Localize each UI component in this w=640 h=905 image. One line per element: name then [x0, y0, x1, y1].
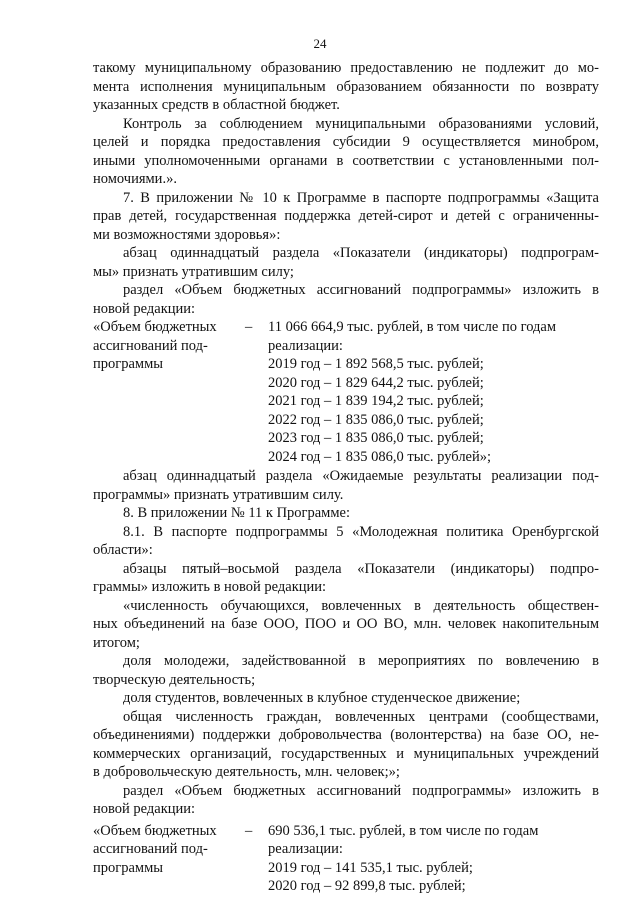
table-right-cell: 2024 год – 1 835 086,0 тыс. рублей»; [268, 448, 492, 465]
paragraph-line: 7. В приложении № 10 к Программе в паспорте подпрограммы «Защита [123, 189, 599, 206]
table-right-cell: 690 536,1 тыс. рублей, в том числе по годам [268, 822, 539, 839]
paragraph-line: граммы» изложить в новой редакции: [93, 579, 327, 596]
paragraph-line: целей и порядка предоставления субсидии 9 осуществляется минобром, [93, 134, 599, 150]
paragraph-line: в добровольческую деятельность, млн. человек;»; [93, 764, 400, 781]
paragraph-line: новой редакции: [93, 801, 196, 818]
paragraph-line: иными уполномоченными органами в соответствии с установленными пол- [93, 152, 599, 169]
paragraph-line: ми возможностями здоровья»: [93, 226, 281, 243]
paragraph-line: ных объединений на базе ООО, ПОО и ОО ВО, млн. человек накопительным [93, 616, 599, 633]
table-right-cell: 2019 год – 1 892 568,5 тыс. рублей; [268, 356, 484, 373]
table-left-cell: программы [93, 356, 163, 373]
page-number: 24 [313, 36, 327, 51]
paragraph-line: абзац одиннадцатый раздела «Ожидаемые результаты реализации под- [123, 468, 599, 485]
paragraph-line: такому муниципальному образованию предоставлению не подлежит до мо- [93, 60, 599, 76]
paragraph-line: раздел «Объем бюджетных ассигнований подпрограммы» изложить в [123, 282, 599, 299]
paragraph-line: мы» признать утратившим силу; [93, 263, 294, 280]
paragraph-line: 8. В приложении № 11 к Программе: [123, 505, 350, 522]
paragraph-line: Контроль за соблюдением муниципальными образованиями условий, [123, 115, 599, 132]
paragraph-line: прав детей, государственная поддержка детей-сирот и детей с ограниченны- [93, 208, 599, 225]
paragraph-line: программы» признать утратившим силу. [93, 486, 344, 503]
paragraph-line: абзацы пятый–восьмой раздела «Показатели (индикаторы) подпро- [123, 560, 599, 577]
table-dash: – [245, 319, 253, 336]
table-right-cell: 2022 год – 1 835 086,0 тыс. рублей; [268, 411, 484, 428]
paragraph-line: мента исполнения муниципальным образованием обязанности по возврату [93, 78, 599, 95]
paragraph-line: 8.1. В паспорте подпрограммы 5 «Молодежная политика Оренбургской [123, 523, 599, 540]
table-right-cell: реализации: [268, 337, 343, 354]
paragraph-line: итогом; [93, 634, 140, 651]
table-left-cell: программы [93, 859, 163, 876]
paragraph-line: указанных средств в областной бюджет. [93, 97, 340, 113]
table-left-cell: «Объем бюджетных [93, 319, 217, 336]
table-dash: – [245, 822, 253, 839]
table-left-cell: ассигнований под- [93, 337, 208, 354]
table-left-cell: «Объем бюджетных [93, 822, 217, 839]
paragraph-line: коммерческих организаций, государственных и муниципальных учреждений [93, 745, 599, 762]
table-right-cell: 2020 год – 1 829 644,2 тыс. рублей; [268, 374, 484, 391]
table-left-cell: ассигнований под- [93, 841, 208, 857]
paragraph-line: номочиями.». [93, 171, 177, 187]
table-right-cell: 2020 год – 92 899,8 тыс. рублей; [268, 878, 466, 894]
table-right-cell: реализации: [268, 841, 343, 857]
paragraph-line: общая численность граждан, вовлеченных центрами (сообществами, [123, 708, 599, 725]
paragraph-line: «численность обучающихся, вовлеченных в деятельность обществен- [123, 597, 599, 614]
paragraph-line: новой редакции: [93, 300, 196, 317]
table-right-cell: 2019 год – 141 535,1 тыс. рублей; [268, 859, 473, 876]
paragraph-line: доля молодежи, задействованной в мероприятиях по вовлечению в [123, 653, 599, 670]
table-right-cell: 11 066 664,9 тыс. рублей, в том числе по годам [268, 319, 557, 336]
paragraph-line: абзац одиннадцатый раздела «Показатели (индикаторы) подпрограм- [123, 245, 599, 262]
table-right-cell: 2023 год – 1 835 086,0 тыс. рублей; [268, 430, 484, 447]
paragraph-line: области»: [93, 542, 153, 559]
table-right-cell: 2021 год – 1 839 194,2 тыс. рублей; [268, 393, 484, 410]
paragraph-line: творческую деятельность; [93, 671, 256, 688]
paragraph-line: объединениями) поддержки добровольчества (волонтерства) на базе ОО, не- [93, 727, 599, 744]
paragraph-line: доля студентов, вовлеченных в клубное студенческое движение; [123, 690, 521, 707]
paragraph-line: раздел «Объем бюджетных ассигнований подпрограммы» изложить в [123, 782, 599, 799]
